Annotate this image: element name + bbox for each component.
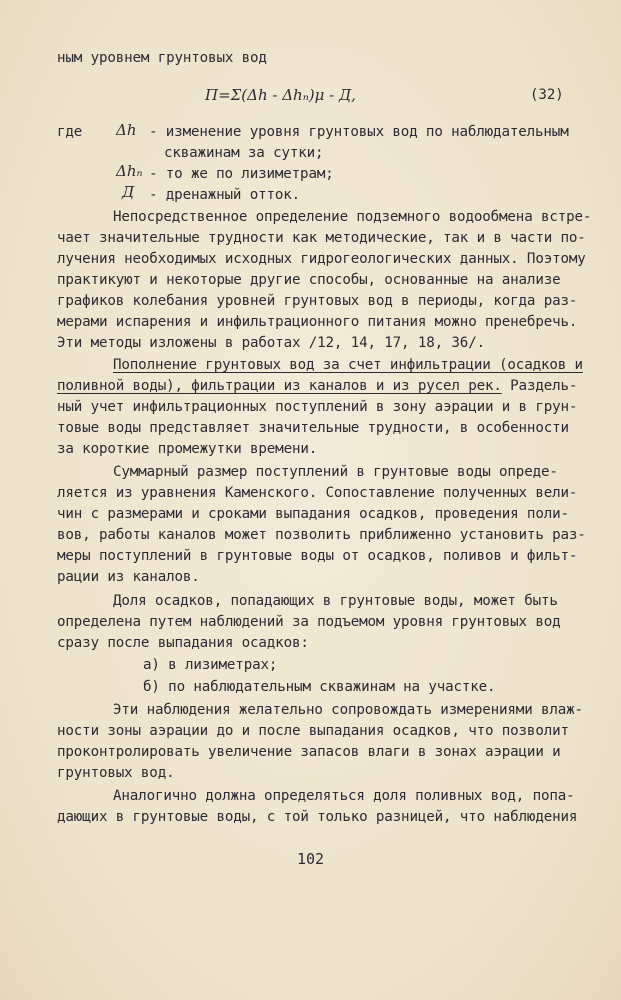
list-item-a: а) в лизиметрах; [143, 657, 278, 673]
body2-line-8: меры поступлений в грунтовые воды от осадков, поливов и фильт- [57, 548, 578, 564]
body-line-4: практикуют и некоторые другие способы, основанные на анализе [57, 272, 561, 288]
body-line-1: Непосредственное определение подземного водообмена встре- [113, 209, 592, 225]
body2-line-10: Доля осадков, попадающих в грунтовые воды, может быть [113, 593, 558, 609]
list-item-b: б) по наблюдательным скважинам на участке. [143, 679, 496, 695]
def-text-1: - изменение уровня грунтовых вод по наблюдательным [149, 124, 569, 140]
body2-line-12: сразу после выпадания осадков: [57, 635, 309, 651]
body2-line-6: чин с размерами и сроками выпадания осадков, проведения поли- [57, 506, 569, 522]
where-label: где [57, 124, 83, 140]
def-symbol-1: Δh [116, 121, 137, 139]
body2-line-1: ный учет инфильтрационных поступлений в зону аэрации и в грун- [57, 399, 578, 415]
def-symbol-4: Д [122, 183, 135, 201]
body-line-2: чает значительные трудности как методические, так и в части по- [57, 230, 586, 246]
section-heading-line-2-wrap [57, 376, 577, 396]
section-heading-tail: Раздель- [501, 378, 578, 394]
body2-line-11: определена путем наблюдений за подъемом уровня грунтовых вод [57, 614, 561, 630]
body2-line-19: Аналогично должна определяться доля поливных вод, попа- [113, 788, 575, 804]
body2-line-7: вов, работы каналов может позволить приближенно установить раз- [57, 527, 586, 543]
equation-number: (32) [530, 87, 564, 103]
def-text-4: - дренажный отток. [149, 187, 301, 203]
intro-line: ным уровнем грунтовых вод [57, 50, 267, 66]
body2-line-18: грунтовых вод. [57, 765, 175, 781]
def-symbol-3: Δhₙ [116, 162, 143, 180]
page-number: 102 [297, 850, 325, 868]
body-line-3: лучения необходимых исходных гидрогеологических данных. Поэтому [57, 251, 586, 267]
body2-line-15: Эти наблюдения желательно сопровождать измерениями влаж- [113, 702, 583, 718]
body-line-7: Эти методы изложены в работах /12, 14, 17, 18, 36/. [57, 335, 485, 351]
body2-line-4: Суммарный размер поступлений в грунтовые воды опреде- [113, 464, 558, 480]
section-heading-line-2: поливной воды), фильтрации из каналов и из русел рек. [57, 378, 502, 394]
def-text-2: скважинам за сутки; [164, 145, 324, 161]
formula-32: П=Σ(Δh - Δhₙ)μ - Д, [205, 86, 356, 104]
body2-line-20: дающих в грунтовые воды, с той только разницей, что наблюдения [57, 809, 578, 825]
body-line-5: графиков колебания уровней грунтовых вод в периоды, когда раз- [57, 293, 578, 309]
body2-line-5: ляется из уравнения Каменского. Сопоставление полученных вели- [57, 485, 578, 501]
def-text-3: - то же по лизиметрам; [149, 166, 334, 182]
section-heading-line-1: Пополнение грунтовых вод за счет инфильтрации (осадков и [113, 357, 583, 373]
body2-line-16: ности зоны аэрации до и после выпадания осадков, что позволит [57, 723, 569, 739]
body2-line-17: проконтролировать увеличение запасов влаги в зонах аэрации и [57, 744, 561, 760]
body2-line-3: за короткие промежутки времени. [57, 441, 318, 457]
body2-line-9: рации из каналов. [57, 569, 200, 585]
body2-line-2: товые воды представляет значительные трудности, в особенности [57, 420, 569, 436]
body-line-6: мерами испарения и инфильтрационного питания можно пренебречь. [57, 314, 578, 330]
